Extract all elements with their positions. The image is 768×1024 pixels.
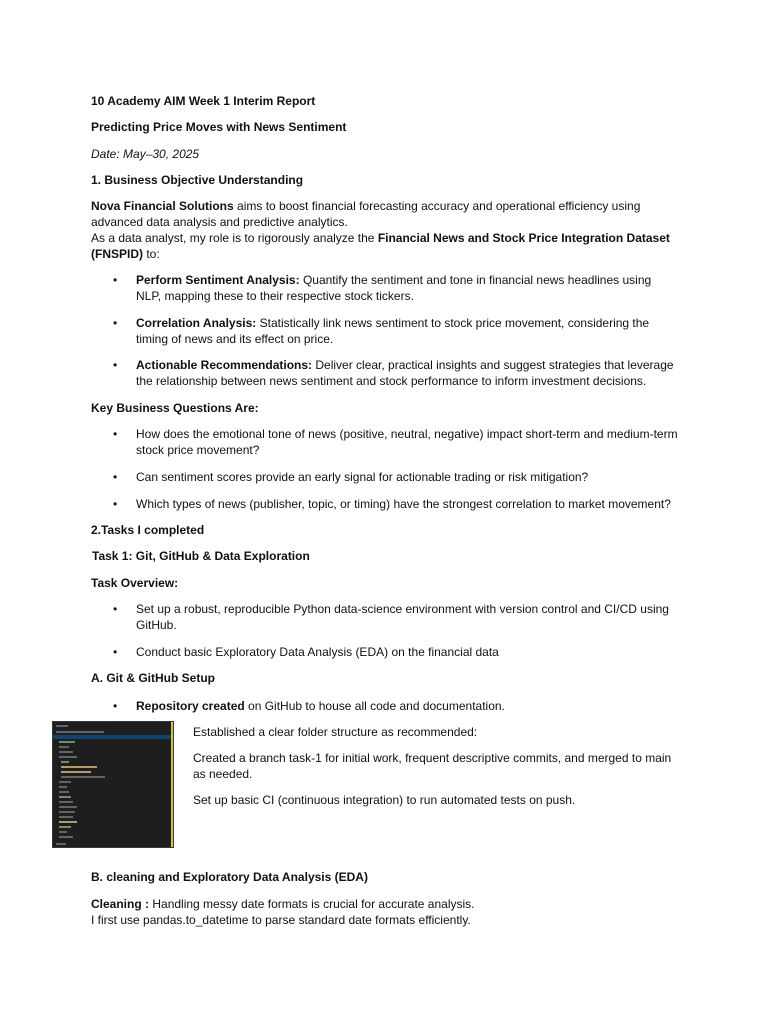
date-label: Date: — [91, 147, 120, 161]
intro-text: aims to boost financial forecasting accuracy and operational efficiency using advanced data analysis and predictive analytics. — [91, 199, 641, 229]
report-title: 10 Academy AIM Week 1 Interim Report — [91, 94, 316, 108]
role-text: As a data analyst, my role is to rigorously analyze the — [91, 231, 378, 245]
cleaning-text: Handling messy date formats is crucial for accurate analysis. — [149, 897, 475, 911]
bullet-icon: • — [113, 645, 118, 659]
goal-text: Deliver clear, practical insights and suggest strategies that leverage the relationship between news sentiment and stock performance to inform investment decisions. — [136, 358, 674, 388]
goal-text: Statistically link news sentiment to stock price movement, considering the timing of news and its effect on price. — [136, 316, 650, 346]
bullet-icon: • — [113, 699, 118, 713]
goal-item — [136, 315, 678, 347]
question-item: How does the emotional tone of news (positive, neutral, negative) impact short-term and medium-term stock price movement? — [136, 427, 678, 457]
setup-note: Established a clear folder structure as recommended: — [193, 725, 478, 739]
goal-item — [136, 357, 678, 389]
section1-heading: 1. Business Objective Understanding — [91, 173, 304, 187]
bullet-icon: • — [113, 470, 118, 484]
report-subtitle: Predicting Price Moves with News Sentiment — [91, 120, 347, 134]
section2-heading: 2.Tasks I completed — [91, 523, 205, 537]
dataset-name: Financial News and Stock Price Integration Dataset (FNSPID) — [91, 231, 670, 261]
goal-title: Correlation Analysis: — [136, 316, 257, 330]
eda-heading: B. cleaning and Exploratory Data Analysis (EDA) — [91, 870, 368, 884]
goal-title: Actionable Recommendations: — [136, 358, 313, 372]
bullet-icon: • — [113, 316, 118, 330]
setup-note: Created a branch task-1 for initial work, frequent descriptive commits, and merged to main as needed. — [193, 751, 672, 781]
intro-paragraph — [91, 198, 681, 230]
role-suffix: to: — [143, 247, 160, 261]
bullet-icon: • — [113, 497, 118, 511]
questions-heading: Key Business Questions Are: — [91, 401, 259, 415]
role-paragraph — [91, 230, 681, 262]
repo-bold: Repository created — [136, 699, 245, 713]
setup-note: Set up basic CI (continuous integration) to run automated tests on push. — [193, 793, 576, 807]
overview-item: Set up a robust, reproducible Python data-science environment with version control and CI/CD using GitHub. — [136, 602, 669, 632]
question-item: Can sentiment scores provide an early signal for actionable trading or risk mitigation? — [136, 470, 589, 484]
report-date — [91, 146, 199, 162]
git-setup-heading: A. Git & GitHub Setup — [91, 671, 215, 685]
cleaning-label: Cleaning : — [91, 897, 150, 911]
goal-title: Perform Sentiment Analysis: — [136, 273, 300, 287]
goal-item — [136, 272, 678, 304]
date-value: May–30, 2025 — [123, 147, 200, 161]
bullet-icon: • — [113, 358, 118, 372]
question-item: Which types of news (publisher, topic, or timing) have the strongest correlation to market movement? — [136, 497, 671, 511]
company-name: Nova Financial Solutions — [91, 199, 234, 213]
task1-heading: Task 1: Git, GitHub & Data Exploration — [92, 549, 310, 563]
repo-item — [136, 698, 678, 714]
cleaning-paragraph — [91, 896, 681, 928]
folder-structure-screenshot-icon — [52, 721, 174, 848]
bullet-icon: • — [113, 427, 118, 441]
bullet-icon: • — [113, 602, 118, 616]
cleaning-line2: I first use pandas.to_datetime to parse standard date formats efficiently. — [91, 913, 471, 927]
overview-heading: Task Overview: — [91, 576, 179, 590]
overview-item: Conduct basic Exploratory Data Analysis (EDA) on the financial data — [136, 645, 499, 659]
repo-text: on GitHub to house all code and documentation. — [244, 699, 505, 713]
goal-text: Quantify the sentiment and tone in financial news headlines using NLP, mapping these to their respective stock tickers. — [136, 273, 652, 303]
bullet-icon: • — [113, 273, 118, 287]
